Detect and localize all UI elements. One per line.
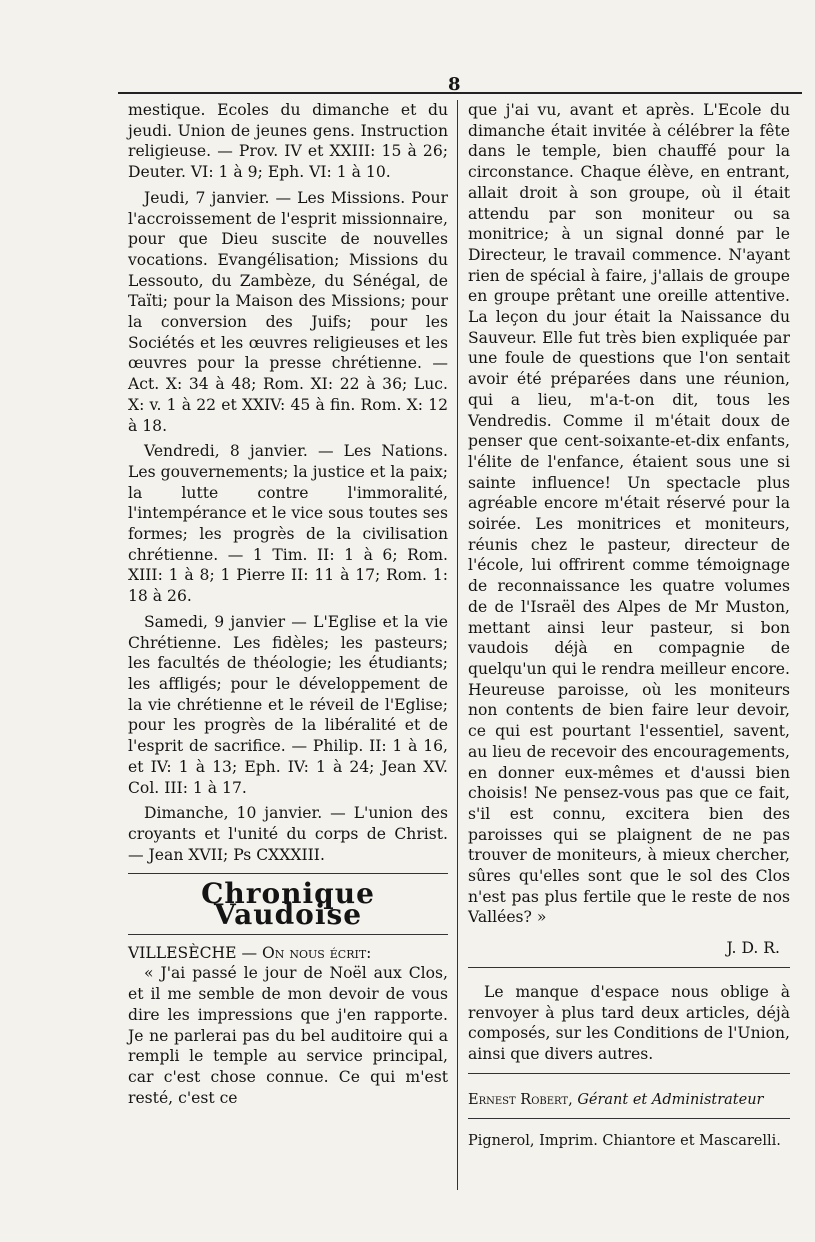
- chronicle-dateline: VILLESÈCHE — On nous écrit:: [128, 943, 372, 962]
- left-column: [128, 100, 448, 1108]
- chronicle-title: Chronique Vaudoise: [201, 877, 375, 932]
- paragraph-samedi: Samedi, 9 janvier — L'Eglise et la vie Chrétienne. Les fidèles; les pasteurs; les facultés de théologie; les étudiants; les affligés; pour le développement de la vie chrétienne et le réveil de l'Eglise; pour les progrès de la libéralité et de l'esprit de sacrifice. — Philip. II: 1 à 16, et IV: 1 à 13; Eph. IV: 1 à 24; Jean XV. Col. III: 1 à 17.: [128, 612, 448, 797]
- page-number: 8: [448, 74, 461, 95]
- chronicle-letter-continued: que j'ai vu, avant et après. L'Ecole du dimanche était invitée à célébrer la fête dans le temple, bien chauffé pour la circonstance. Chaque élève, en entrant, allait droit à son groupe, où il était attendu par son moniteur ou sa monitrice; à un signal donné par le Directeur, le travail commence. N'ayant rien de spécial à faire, j'allais de groupe en groupe prêtant une oreille attentive. La leçon du jour était la Naissance du Sauveur. Elle fut très bien expliquée par une foule de questions que l'on sentait avoir été préparées dans une réunion, qui a lieu, m'a-t-on dit, tous les Vendredis. Comme il m'était doux de penser que cent-soixante-et-dix enfants, l'élite de l'enfance, étaient sous une si sainte influence! Un spectacle plus agréable encore m'était réservé pour la soirée. Les monitrices et moniteurs, réunis chez le pasteur, directeur de l'école, lui offrirent comme témoignage de reconnaissance les quatre volumes de de l'Israël des Alpes de Mr Muston, mettant ainsi leur pasteur, si bon vaudois déjà en compagnie de quelqu'un qui le rendra meilleur encore. Heureuse paroisse, où les moniteurs non contents de bien faire leur devoir, ce qui est pourtant l'essentiel, savent, au lieu de recevoir des encouragements, en donner eux-mêmes et d'aussi bien choisis! Ne pensez-vous pas que ce fait, s'il est connu, excitera bien des paroisses qui se plaignent de ne pas trouver de moniteurs, à mieux chercher, sûres qu'elles sont que le sol des Clos n'est pas plus fertile que le reste de nos Vallées? »: [468, 101, 790, 927]
- section-rule: [128, 873, 448, 874]
- paragraph-jeudi: Jeudi, 7 janvier. — Les Missions. Pour l'accroissement de l'esprit missionnaire, pour que Dieu suscite de nouvelles vocations. Evangélisation; Missions du Lessouto, du Zambèze, du Sénégal, de Taïti; pour la Maison des Missions; pour la conversion des Juifs; pour les Sociétés et les œuvres religieuses et les œuvres pour la presse chrétienne. — Act. X: 34 à 48; Rom. XI: 22 à 36; Luc. X: v. 1 à 22 et XXIV: 45 à fin. Rom. X: 12 à 18.: [128, 188, 448, 435]
- column-divider: [457, 100, 458, 1190]
- right-column: [468, 100, 790, 1152]
- chronicle-letter-start: « J'ai passé le jour de Noël aux Clos, et il me semble de mon devoir de vous dire les impressions que j'en rapporte. Je ne parlerai pas du bel auditoire qui a rempli le temple au service principal, car c'est chose connue. Ce qui m'est resté, c'est ce: [128, 964, 448, 1107]
- header-rule: [118, 92, 802, 94]
- paragraph-mestique: mestique. Ecoles du dimanche et du jeudi. Union de jeunes gens. Instruction religieuse. — Prov. IV et XXIII: 15 à 26; Deuter. VI: 1 à 9; Eph. VI: 1 à 10.: [128, 101, 448, 182]
- gerant-name: Ernest Robert,: [468, 1091, 573, 1108]
- gerant-line: [468, 1090, 790, 1111]
- paragraph-vendredi: Vendredi, 8 janvier. — Les Nations. Les gouvernements; la justice et la paix; la lutte contre l'immoralité, l'intempérance et le vice sous toutes ses formes; les progrès de la civilisation chrétienne. — 1 Tim. II: 1 à 6; Rom. XIII: 1 à 8; 1 Pierre II: 11 à 17; Rom. 1: 18 à 26.: [128, 442, 448, 606]
- signature: J. D. R.: [726, 939, 780, 958]
- footer-rule: [468, 1118, 790, 1119]
- notice-rule: [468, 1073, 790, 1074]
- paragraph-dimanche: Dimanche, 10 janvier. — L'union des croyants et l'unité du corps de Christ. — Jean XVII; Ps CXXXIII.: [128, 804, 448, 864]
- signature-rule: [468, 967, 790, 968]
- title-rule: [128, 934, 448, 935]
- printer-line: Pignerol, Imprim. Chiantore et Mascarelli.: [468, 1133, 781, 1150]
- editorial-notice: Le manque d'espace nous oblige à renvoyer à plus tard deux articles, déjà composés, sur les Conditions de l'Union, ainsi que divers autres.: [468, 982, 790, 1063]
- gerant-role: Gérant et Administrateur: [577, 1091, 764, 1108]
